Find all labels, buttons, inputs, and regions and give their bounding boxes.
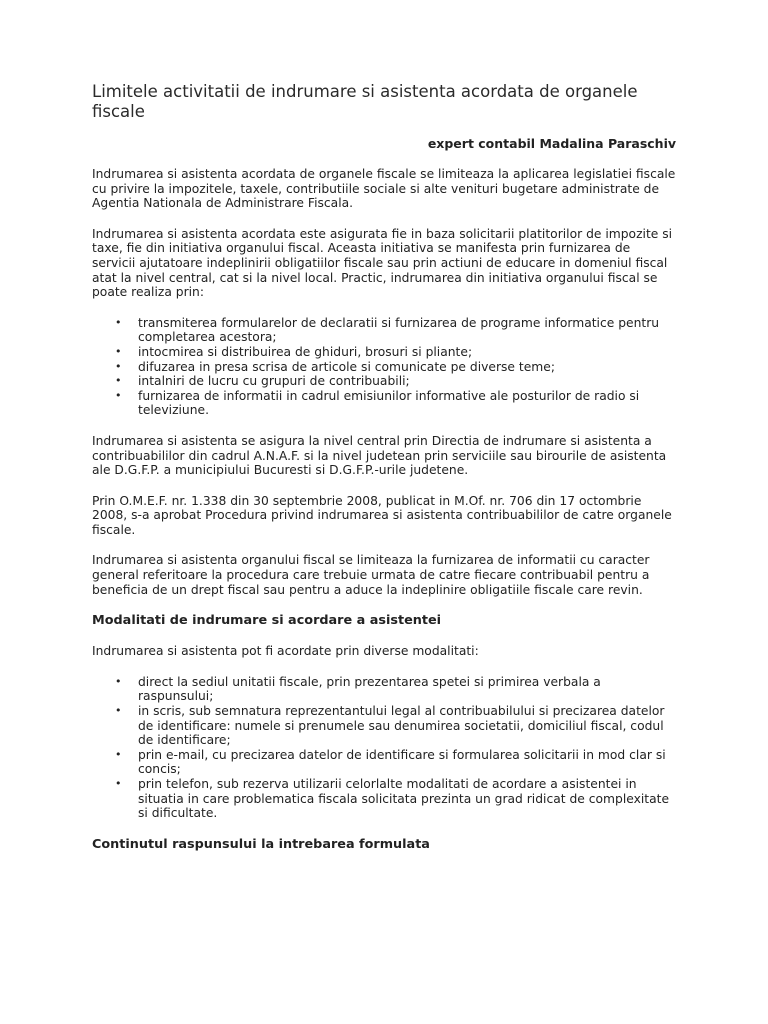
list-item: • in scris, sub semnatura reprezentantului legal al contribuabilului si precizarea datelor de identificare: numele si prenumele sau denumirea societatii, domiciliul fiscal, codul de identificare; — [138, 704, 676, 748]
list-item: • difuzarea in presa scrisa de articole si comunicate pe diverse teme; — [138, 360, 676, 375]
section-heading-modalitati: Modalitati de indrumare si acordare a asistentei — [92, 613, 442, 629]
list-item: • prin telefon, sub rezerva utilizarii celorlalte modalitati de acordare a asistentei in situatia in care problematica fiscala solicitata prezinta un grad ridicat de complexitate si dificultate. — [138, 777, 676, 821]
paragraph-3: Indrumarea si asistenta se asigura la nivel central prin Directia de indrumare si asistenta a contribuabililor din cadrul A.N.A.F. si la nivel judetean prin serviciile sau birourile de asistenta ale D.G.F.P. a municipiului Bucuresti si D.G.F.P.-urile judetene. — [92, 433, 667, 478]
paragraph-1: Indrumarea si asistenta acordata de organele fiscale se limiteaza la aplicarea legislatiei fiscale cu privire la impozitele, taxele, contributiile sociale si alte venituri bugetare administrate de Agentia Nationala de Administrare Fiscala. — [92, 167, 676, 211]
list-item: • intocmirea si distribuirea de ghiduri, brosuri si pliante; — [138, 345, 676, 360]
section-heading-continut: Continutul raspunsului la intrebarea formulata — [92, 836, 430, 852]
list-item: • prin e-mail, cu precizarea datelor de identificare si formularea solicitarii in mod clar si concis; — [138, 748, 676, 777]
author-line: expert contabil Madalina Paraschiv — [427, 136, 676, 151]
modalities-list — [92, 675, 676, 821]
list-item: • transmiterea formularelor de declaratii si furnizarea de programe informatice pentru completarea acestora; — [138, 316, 676, 345]
paragraph-6: Indrumarea si asistenta pot fi acordate prin diverse modalitati: — [92, 644, 479, 659]
list-item: • direct la sediul unitatii fiscale, prin prezentarea spetei si primirea verbala a raspunsului; — [138, 675, 676, 704]
list-item: • intalniri de lucru cu grupuri de contribuabili; — [138, 374, 676, 389]
paragraph-5: Indrumarea si asistenta organului fiscal se limiteaza la furnizarea de informatii cu caracter general referitoare la procedura care trebuie urmata de catre fiecare contribuabil pentru a beneficia de un drept fiscal sau pentru a aduce la indeplinire obligatiile fiscale care revin. — [92, 553, 650, 597]
document-title: Limitele activitatii de indrumare si asistenta acordata de organele fiscale — [92, 82, 638, 121]
initiative-list — [92, 316, 676, 418]
list-item: • furnizarea de informatii in cadrul emisiunilor informative ale posturilor de radio si televiziune. — [138, 389, 676, 418]
paragraph-2: Indrumarea si asistenta acordata este asigurata fie in baza solicitarii platitorilor de impozite si taxe, fie din initiativa organului fiscal. Aceasta initiativa se manifesta prin furnizarea de servicii ajutatoare indeplinirii obligatiilor fiscale sau prin actiuni de educare in domeniul fiscal atat la nivel central, cat si la nivel local. Practic, indrumarea din initiativa organului fiscal se poate realiza prin: — [92, 226, 673, 300]
paragraph-4: Prin O.M.E.F. nr. 1.338 din 30 septembrie 2008, publicat in M.Of. nr. 706 din 17 octombrie 2008, s-a aprobat Procedura privind indrumarea si asistenta contribuabililor de catre organele fiscale. — [92, 493, 672, 537]
